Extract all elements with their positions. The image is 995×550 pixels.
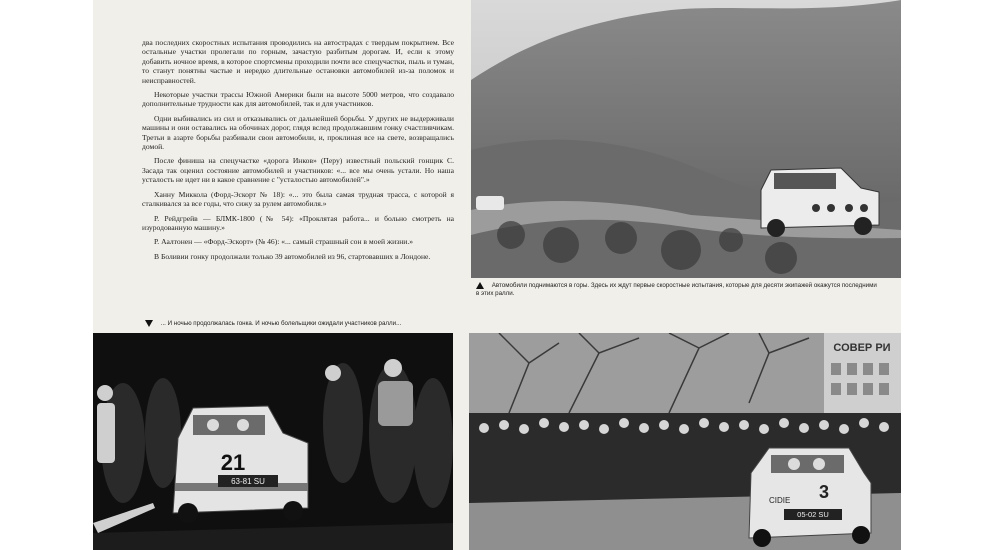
article-paragraph-7: Р. Аалтонен — «Форд-Эскорт» (№ 46): «... самый страшный сон в моей жизни.» bbox=[154, 237, 414, 247]
article-paragraph-1: два последних скоростных испытания проводились на автострадах с твердым покрытием. Все остальные участки пролегали по горным, зачастую разбитым дорогам. И, если к этому добавить ночное время, в которое спортсмены проходили почти все спецучастки, пыль и туман, то станут понятны частые и нередко длительные остановки автомобилей из-за поломок и неисправностей. bbox=[142, 38, 454, 85]
article-paragraph-6: Р. Рейдгрейв — БЛМК-1800 (№ 54): «Проклятая работа... и больно смотреть на изуродованную машину.» bbox=[142, 213, 454, 232]
night-car-plate: 63-81 SU bbox=[231, 477, 265, 486]
crowd-car-number: 3 bbox=[818, 482, 830, 502]
photo-crowd-city bbox=[469, 333, 901, 550]
caption-mountain-text: Автомобили поднимаются в горы. Здесь их ждут первые скоростные испытания, которые для десяти экипажей окажутся последними в этих ралли. bbox=[476, 282, 877, 298]
crowd-car-sticker: CIDIE bbox=[769, 496, 791, 505]
triangle-down-icon bbox=[145, 320, 153, 327]
photo-night-race bbox=[93, 333, 453, 550]
triangle-up-icon bbox=[476, 282, 484, 289]
caption-mountain bbox=[476, 282, 881, 298]
photo-mountain-road bbox=[471, 0, 901, 278]
caption-night-text: ... И ночью продолжалась гонка. И ночью болельщики ожидали участников ралли... bbox=[160, 320, 402, 328]
crowd-car-plate: 05-02 SU bbox=[797, 510, 829, 519]
article-paragraph-4: После финиша на спецучастке «дорога Инков» (Перу) известный польский гонщик С. Засада так оценил состояние автомобилей и участников: «... все мы очень устали. Но наша усталость не идет ни в какое сравнение с "усталостью автомобилей".» bbox=[142, 156, 454, 185]
article-text-column bbox=[142, 38, 454, 266]
article-paragraph-2: Некоторые участки трассы Южной Америки были на высоте 5000 метров, что создавало дополнительные трудности как для автомобилей, так и для участников. bbox=[142, 90, 454, 109]
article-paragraph-8: В Боливии гонку продолжали только 39 автомобилей из 96, стартовавших в Лондоне. bbox=[154, 251, 431, 261]
night-car-number: 21 bbox=[220, 450, 246, 475]
article-paragraph-5: Ханну Миккола (Форд-Эскорт № 18): «... это была самая трудная трасса, с которой я сталкивался за все годы, что сижу за рулем автомобиля.» bbox=[142, 189, 454, 209]
caption-night bbox=[145, 320, 465, 328]
rally-car-crowd bbox=[749, 448, 871, 547]
building-sign: СОВЕР РИ bbox=[833, 342, 891, 354]
article-paragraph-3: Одни выбивались из сил и отказывались от дальнейшей борьбы. У других не выдерживали машины и они оставались на обочинах дорог, глядя вслед продолжавшим гонку счастливчикам. Третьи в азарте борьбы разбивали свои автомобили, и, проклиная все на свете, возвращались домой. bbox=[142, 113, 454, 152]
